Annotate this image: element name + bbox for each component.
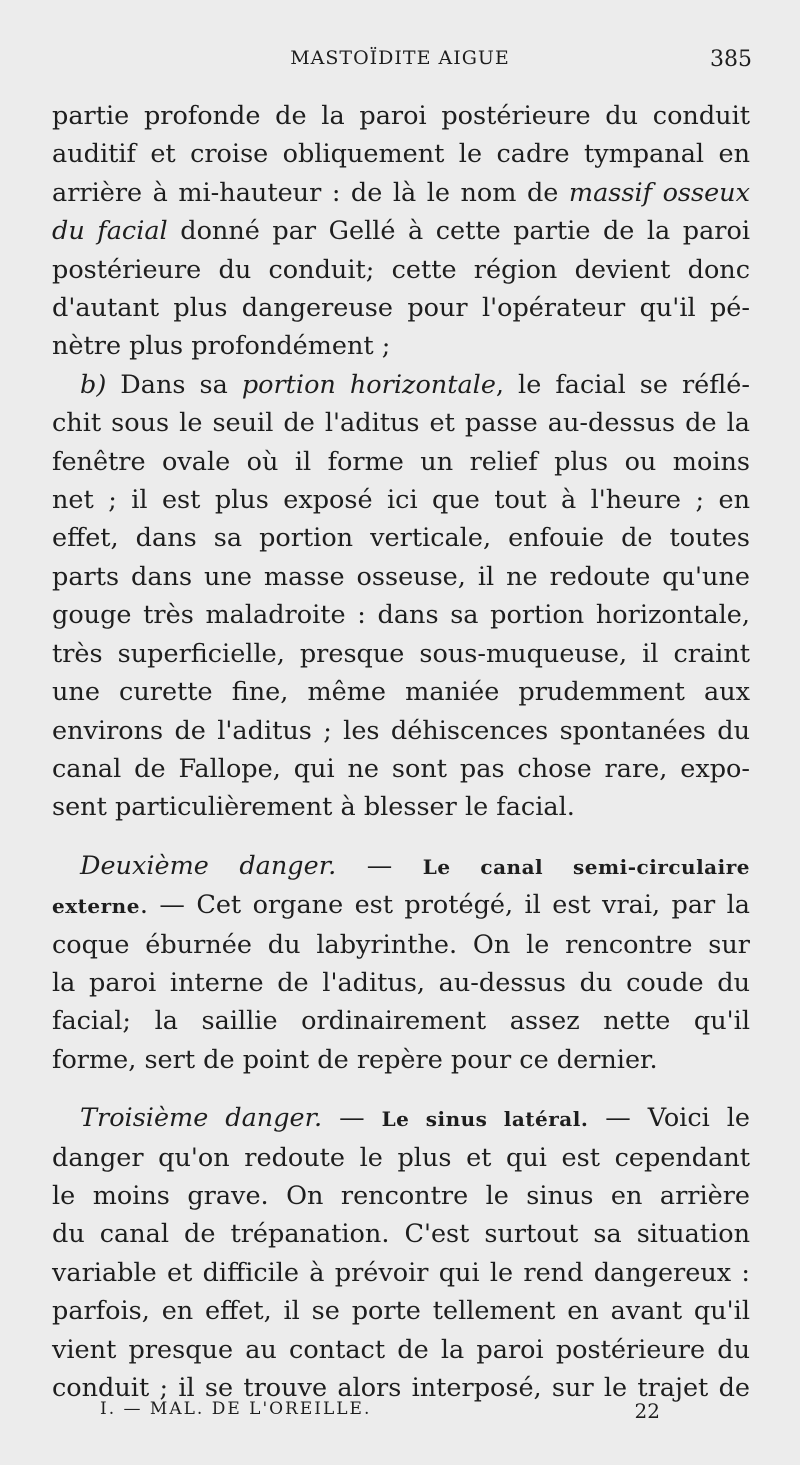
paragraph <box>52 366 750 827</box>
paragraph <box>52 847 750 1079</box>
text-run: conduit ; il se trouve alors interposé, sur le trajet de <box>52 1373 750 1403</box>
text-run: très superficielle, presque sous-muqueuse, il craint <box>52 638 750 669</box>
text-run: — <box>336 850 423 881</box>
text-run: net ; il est plus exposé ici que tout à l'heure ; en <box>52 485 750 516</box>
text-run: variable et difficile à prévoir qui le rend dangereux : <box>52 1257 750 1288</box>
text-line <box>52 1139 750 1177</box>
paragraph <box>52 1099 750 1407</box>
text-line <box>52 327 750 365</box>
text-run: environs de l'aditus ; les déhiscences spontanées du <box>52 715 750 746</box>
text-line <box>52 366 750 404</box>
text-run: du canal de trépanation. C'est surtout sa situation <box>52 1219 750 1250</box>
text-line <box>52 97 750 135</box>
text-run: d'autant plus dangereuse pour l'opérateur qu'il pé- <box>52 293 750 324</box>
italic-text: du facial <box>52 216 168 247</box>
page-header <box>40 47 760 77</box>
text-run: postérieure du conduit; cette région devient donc <box>52 254 750 285</box>
text-run: partie profonde de la paroi postérieure du conduit <box>52 101 750 131</box>
running-head: MASTOÏDITE AIGUE <box>290 47 510 69</box>
text-run: — Voici le <box>588 1103 750 1134</box>
text-line <box>52 886 750 925</box>
text-line <box>52 558 750 596</box>
italic-text: massif osseux <box>568 177 750 208</box>
text-run: arrière à mi-hauteur : de là le nom de <box>52 177 569 208</box>
text-line <box>52 404 750 442</box>
text-run: auditif et croise obliquement le cadre tympanal en <box>52 139 750 170</box>
text-line <box>52 596 750 634</box>
text-run: une curette fine, même maniée prudemment aux <box>52 677 750 708</box>
signature-number: 22 <box>634 1399 660 1423</box>
text-run: fenêtre ovale où il forme un relief plus ou moins <box>52 446 750 477</box>
text-run: coque éburnée du labyrinthe. On le rencontre sur <box>52 929 750 960</box>
text-run: , le facial se réflé- <box>495 369 750 400</box>
text-line <box>52 519 750 557</box>
text-line <box>52 673 750 711</box>
text-run: chit sous le seuil de l'aditus et passe au-dessus de la <box>52 408 750 439</box>
text-line <box>52 443 750 481</box>
text-run: forme, sert de point de repère pour ce dernier. <box>52 1044 658 1075</box>
text-run: Dans sa <box>106 369 242 400</box>
text-run: . — Cet organe est protégé, il est vrai, par la <box>139 890 750 921</box>
italic-text: Troisième danger. <box>80 1103 323 1134</box>
text-run: sent particulièrement à blesser le facial. <box>52 792 575 823</box>
text-run: le moins grave. On rencontre le sinus en arrière <box>52 1180 750 1211</box>
text-line <box>52 750 750 788</box>
text-line <box>52 174 750 212</box>
text-line <box>52 481 750 519</box>
text-run: gouge très maladroite : dans sa portion horizontale, <box>52 600 750 631</box>
text-run: — <box>322 1103 382 1134</box>
text-line <box>52 926 750 964</box>
text-line <box>52 1292 750 1330</box>
text-line <box>52 964 750 1002</box>
text-run: vient presque au contact de la paroi postérieure du <box>52 1334 750 1365</box>
italic-text: b) <box>80 369 107 400</box>
bold-heading-text: Le sinus latéral. <box>381 1107 589 1132</box>
body-text <box>52 97 750 1407</box>
text-line <box>52 1099 750 1138</box>
text-run: facial; la saillie ordinairement assez nette qu'il <box>52 1006 750 1037</box>
text-line <box>52 1002 750 1040</box>
page-footer <box>100 1399 680 1429</box>
text-line <box>52 1041 750 1079</box>
text-line <box>52 212 750 250</box>
text-line <box>52 289 750 327</box>
text-run: la paroi interne de l'aditus, au-dessus du coude du <box>52 967 750 998</box>
text-line <box>52 635 750 673</box>
printer-signature: I. — MAL. DE L'OREILLE. <box>100 1399 372 1419</box>
text-line <box>52 135 750 173</box>
bold-heading-text: Le canal semi-circulaire <box>422 854 750 879</box>
italic-text: Deuxième danger. <box>80 850 337 881</box>
text-line <box>52 1254 750 1292</box>
text-line <box>52 251 750 289</box>
text-run: nètre plus profondément ; <box>52 331 391 362</box>
text-run: parfois, en effet, il se porte tellement en avant qu'il <box>52 1296 750 1327</box>
text-line <box>52 847 750 886</box>
text-line <box>52 1215 750 1253</box>
text-run: parts dans une masse osseuse, il ne redoute qu'une <box>52 561 750 592</box>
page-number: 385 <box>710 47 752 72</box>
italic-text: portion horizontale <box>241 369 496 400</box>
text-line <box>52 788 750 826</box>
text-run: donné par Gellé à cette partie de la paroi <box>167 216 750 247</box>
text-run: danger qu'on redoute le plus et qui est cependant <box>52 1142 750 1173</box>
text-run: canal de Fallope, qui ne sont pas chose rare, expo- <box>52 753 750 784</box>
text-line <box>52 1331 750 1369</box>
bold-heading-text: externe <box>52 894 140 919</box>
text-line <box>52 712 750 750</box>
text-run: effet, dans sa portion verticale, enfouie de toutes <box>52 523 750 554</box>
text-line <box>52 1177 750 1215</box>
paragraph <box>52 97 750 366</box>
